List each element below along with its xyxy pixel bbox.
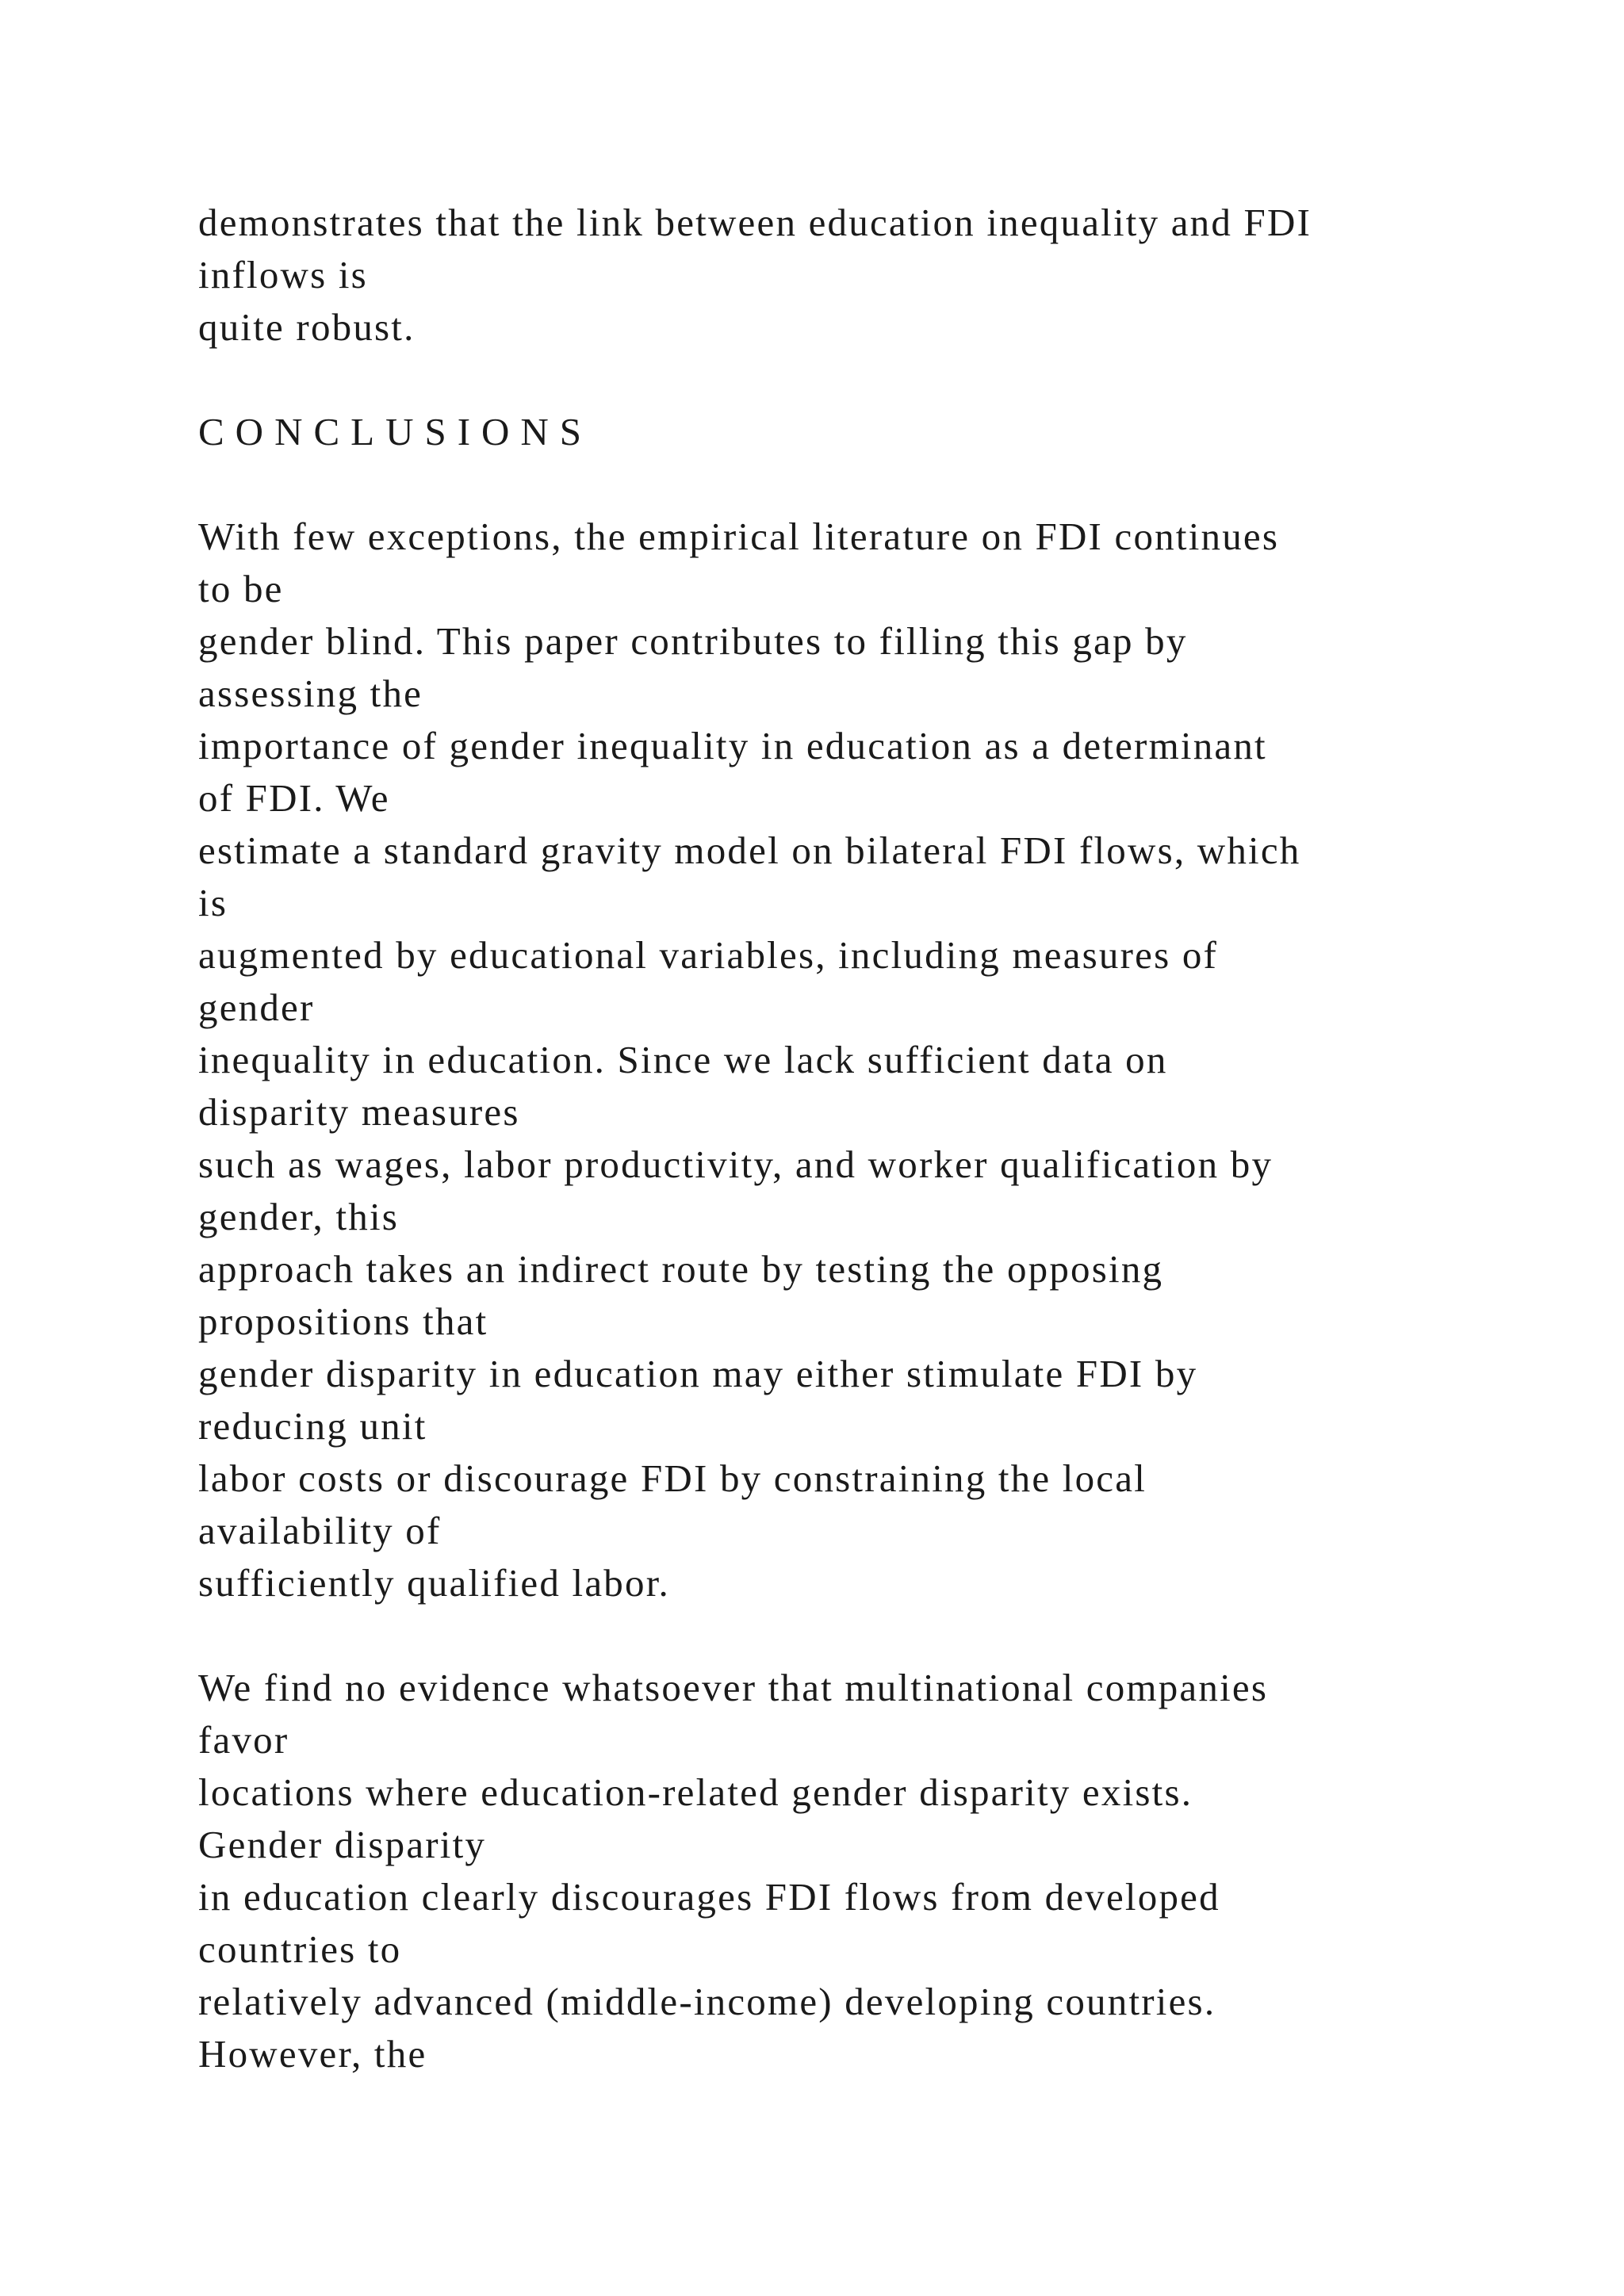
paragraph-line: is [198,881,228,924]
paragraph-line: countries to [198,1927,402,1971]
blank-line [198,354,1546,406]
paragraph-line: relatively advanced (middle-income) developing countries. [198,1980,1216,2023]
paragraph-line: favor [198,1718,289,1762]
intro-line: inflows is [198,253,368,297]
paragraph-line: approach takes an indirect route by testing the opposing [198,1247,1164,1291]
paragraph-line: Gender disparity [198,1823,487,1866]
paragraph-line: We find no evidence whatsoever that multinational companies [198,1666,1269,1709]
paragraph-line: to be [198,567,284,610]
paragraph-line: sufficiently qualified labor. [198,1561,670,1605]
paragraph-line: With few exceptions, the empirical literature on FDI continues [198,515,1280,558]
blank-line [198,458,1546,511]
section-heading: CONCLUSIONS [198,410,593,453]
document-body [198,197,1546,2080]
paragraph-line: availability of [198,1509,442,1552]
paragraph-line: labor costs or discourage FDI by constraining the local [198,1456,1147,1500]
paragraph-1 [198,511,1546,1609]
blank-line [198,1609,1546,1662]
paragraph-line: assessing the [198,672,423,715]
paragraph-line: reducing unit [198,1404,427,1448]
intro-line: quite robust. [198,305,416,349]
paragraph-line: locations where education-related gender disparity exists. [198,1770,1193,1814]
paragraph-line: disparity measures [198,1090,520,1134]
paragraph-line: gender disparity in education may either stimulate FDI by [198,1352,1198,1395]
paragraph-line: importance of gender inequality in education as a determinant [198,724,1267,767]
paragraph-line: gender [198,985,315,1029]
paragraph-line: However, the [198,2032,427,2076]
paragraph-line: of FDI. We [198,776,390,820]
paragraph-2 [198,1662,1546,2080]
paragraph-line: estimate a standard gravity model on bilateral FDI flows, which [198,828,1301,872]
intro-line: demonstrates that the link between education inequality and FDI [198,201,1312,244]
paragraph-line: propositions that [198,1299,488,1343]
paragraph-line: inequality in education. Since we lack sufficient data on [198,1038,1168,1081]
paragraph-line: in education clearly discourages FDI flows from developed [198,1875,1220,1919]
paragraph-line: gender blind. This paper contributes to filling this gap by [198,619,1188,663]
paragraph-line: such as wages, labor productivity, and worker qualification by [198,1142,1274,1186]
paragraph-line: gender, this [198,1195,400,1238]
paragraph-line: augmented by educational variables, including measures of [198,933,1219,977]
